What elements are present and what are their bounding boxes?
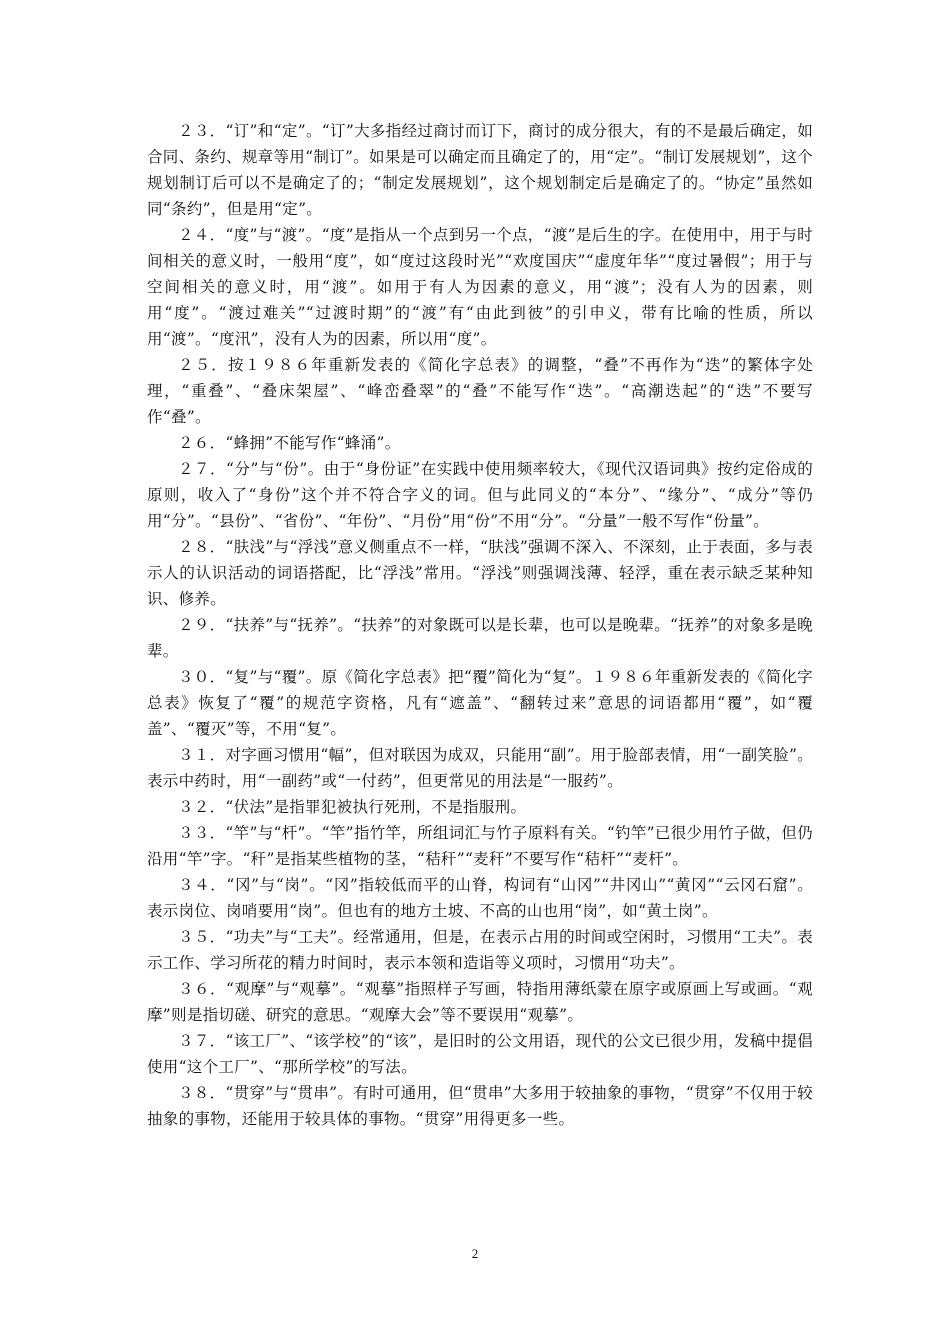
- page-number: 2: [471, 1246, 479, 1261]
- paragraph-34: ３４．“冈”与“岗”。“冈”指较低而平的山脊，构词有“山冈”“井冈山”“黄冈”“云冈石窟”。表示岗位、岗哨要用“岗”。但也有的地方土坡、不高的山也用“岗”，如“黄土岗”。: [147, 876, 813, 920]
- paragraph-33: ３３．“竿”与“杆”。“竿”指竹竿，所组词汇与竹子原料有关。“钓竿”已很少用竹子做，但仍沿用“竿”字。“秆”是指某些植物的茎，“秸秆”“麦秆”不要写作“秸杆”“麦杆”。: [147, 824, 813, 868]
- paragraph-31: ３１．对字画习惯用“幅”，但对联因为成双，只能用“副”。用于脸部表情，用“一副笑脸”。表示中药时，用“一副药”或“一付药”，但更常见的用法是“一服药”。: [147, 746, 813, 790]
- paragraph-29: ２９．“扶养”与“抚养”。“扶养”的对象既可以是长辈，也可以是晚辈。“抚养”的对象多是晚辈。: [147, 616, 813, 660]
- paragraph-23: ２３．“订”和“定”。“订”大多指经过商讨而订下，商讨的成分很大，有的不是最后确定，如合同、条约、规章等用“制订”。如果是可以确定而且确定了的，用“定”。“制订发展规划”，这个规划制订后可以不是确定了的；“制定发展规划”，这个规划制定后是确定了的。“协定”虽然如同“条约”，但是用“定”。: [147, 122, 813, 218]
- paragraph-30: ３０．“复”与“覆”。原《简化字总表》把“覆”简化为“复”。１９８６年重新发表的《简化字总表》恢复了“覆”的规范字资格，凡有“遮盖”、“翻转过来”意思的词语都用“覆”，如“覆盖”、“覆灭”等，不用“复”。: [147, 668, 813, 738]
- paragraph-24: ２４．“度”与“渡”。“度”是指从一个点到另一个点，“渡”是后生的字。在使用中，用于与时间相关的意义时，一般用“度”，如“度过这段时光”“欢度国庆”“虚度年华”“度过暑假”；用于与空间相关的意义时，用“渡”。如用于有人为因素的意义，用“渡”；没有人为的因素，则用“度”。“渡过难关”“过渡时期”的“渡”有“由此到彼”的引申义，带有比喻的性质，所以用“渡”。“度汛”，没有人为的因素，所以用“度”。: [147, 226, 813, 348]
- paragraph-32: ３２．“伏法”是指罪犯被执行死刑，不是指服刑。: [178, 798, 527, 816]
- paragraph-35: ３５．“功夫”与“工夫”。经常通用，但是，在表示占用的时间或空闲时，习惯用“工夫”。表示工作、学习所花的精力时间时，表示本领和造诣等义项时，习惯用“功夫”。: [147, 928, 813, 972]
- paragraph-37: ３７．“该工厂”、“该学校”的“该”，是旧时的公文用语，现代的公文已很少用，发稿中提倡使用“这个工厂”、“那所学校”的写法。: [147, 1032, 813, 1076]
- body-text: [147, 118, 813, 1132]
- paragraph-25: ２５．按１９８６年重新发表的《简化字总表》的调整，“叠”不再作为“迭”的繁体字处理，“重叠”、“叠床架屋”、“峰峦叠翠”的“叠”不能写作“迭”。“高潮迭起”的“迭”不要写作“叠”。: [147, 356, 813, 426]
- paragraph-26: ２６．“蜂拥”不能写作“蜂涌”。: [178, 434, 401, 452]
- paragraph-36: ３６．“观摩”与“观摹”。“观摹”指照样子写画，特指用薄纸蒙在原字或原画上写或画。“观摩”则是指切磋、研究的意思。“观摩大会”等不要误用“观摹”。: [147, 980, 813, 1024]
- paragraph-38: ３８．“贯穿”与“贯串”。有时可通用，但“贯串”大多用于较抽象的事物，“贯穿”不仅用于较抽象的事物，还能用于较具体的事物。“贯穿”用得更多一些。: [147, 1084, 813, 1128]
- paragraph-27: ２７．“分”与“份”。由于“身份证”在实践中使用频率较大，《现代汉语词典》按约定俗成的原则，收入了“身份”这个并不符合字义的词。但与此同义的“本分”、“缘分”、“成分”等仍用“分”。“县份”、“省份”、“年份”、“月份”用“份”不用“分”。“分量”一般不写作“份量”。: [147, 460, 813, 530]
- paragraph-28: ２８．“肤浅”与“浮浅”意义侧重点不一样，“肤浅”强调不深入、不深刻，止于表面，多与表示人的认识活动的词语搭配，比“浮浅”常用。“浮浅”则强调浅薄、轻浮，重在表示缺乏某种知识、修养。: [147, 538, 813, 608]
